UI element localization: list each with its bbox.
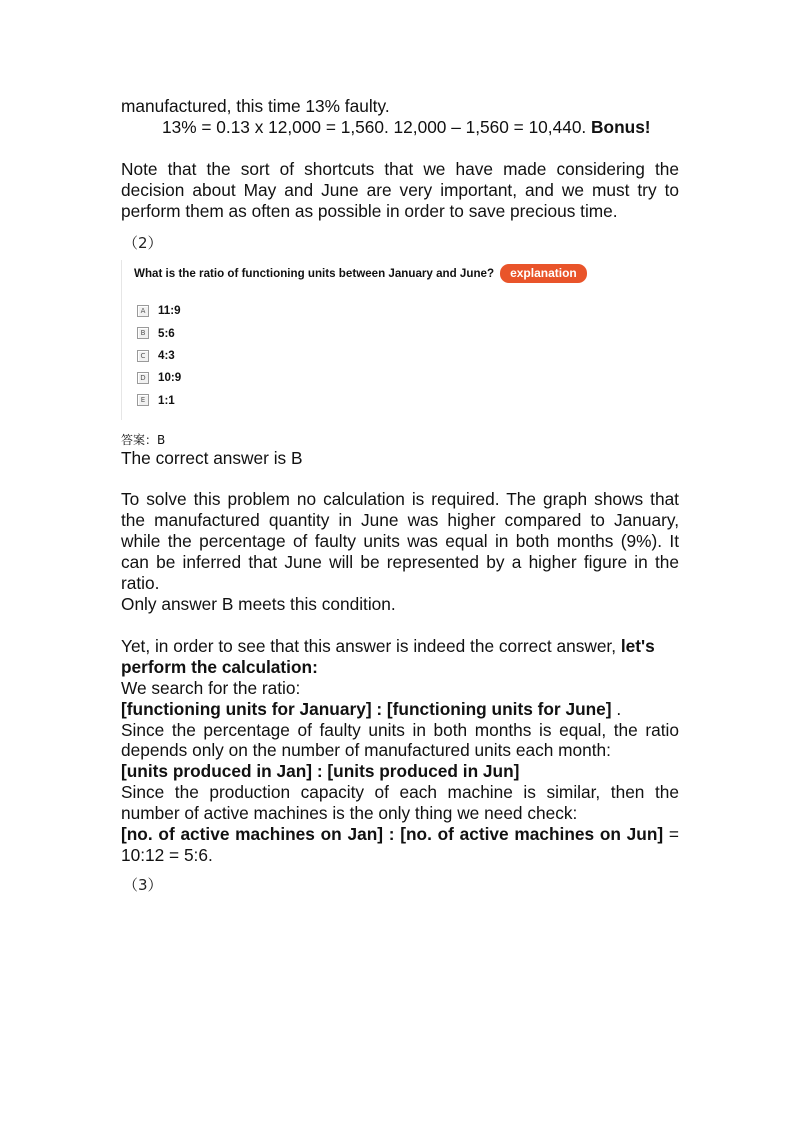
option-e[interactable] <box>137 389 181 411</box>
ratio-line-1 <box>121 699 679 720</box>
option-a[interactable] <box>137 300 181 322</box>
explanation-button[interactable]: explanation <box>500 264 587 283</box>
section-2-label: （2） <box>123 233 163 252</box>
explanation-para-1: To solve this problem no calculation is required. The graph shows that the manufactured quantity in June was higher compared to January, while the percentage of faulty units was equal in both months (9%). It can be inferred that June will be represented by a higher figure in the ratio. <box>121 489 679 594</box>
intro-line-2 <box>121 117 679 138</box>
answer-label-cn: 答案：B <box>121 432 166 447</box>
option-e-icon: E <box>137 394 149 406</box>
ratio-1-bold: [functioning units for January] : [functioning units for June] <box>121 698 612 719</box>
option-d-icon: D <box>137 372 149 384</box>
ratio-1-tail: . <box>611 698 622 719</box>
document-page <box>121 96 679 894</box>
explanation-para-2: Only answer B meets this condition. <box>121 593 396 614</box>
question-screenshot <box>121 260 602 420</box>
option-d[interactable] <box>137 367 181 389</box>
option-e-text: 1:1 <box>158 393 175 407</box>
question-row <box>134 264 587 283</box>
option-d-text: 10:9 <box>158 371 182 385</box>
option-c-icon: C <box>137 350 149 362</box>
option-b-icon: B <box>137 327 149 339</box>
ratio-line-2 <box>121 761 679 782</box>
ratio-line-3 <box>121 824 679 866</box>
search-line: We search for the ratio: <box>121 677 301 698</box>
answer-options <box>137 300 181 412</box>
option-b[interactable] <box>137 322 181 344</box>
calc-text: 13% = 0.13 x 12,000 = 1,560. 12,000 – 1,560 = 10,440. <box>162 116 587 137</box>
section-3-label: （3） <box>123 875 163 894</box>
note-paragraph: Note that the sort of shortcuts that we have made considering the decision about May and June are very important, and we must try to perform them as often as possible in order to save precious time. <box>121 158 679 221</box>
ratio-3-bold: [no. of active machines on Jan] : [no. of active machines on Jun] <box>121 824 664 845</box>
since-para-2: Since the production capacity of each machine is similar, then the number of active machines is the only thing we need check: <box>121 782 679 824</box>
para3-bold: let's perform the calculation: <box>121 635 655 677</box>
bonus-text: Bonus! <box>591 116 651 137</box>
ratio-2-bold: [units produced in Jan] : [units produced in Jun] <box>121 761 520 782</box>
intro-line-1: manufactured, this time 13% faulty. <box>121 96 390 116</box>
ratio-3-tail: = 10:12 = 5:6. <box>121 824 679 865</box>
option-a-text: 11:9 <box>158 304 181 318</box>
explanation-para-3 <box>121 636 679 678</box>
para3-text: Yet, in order to see that this answer is indeed the correct answer, <box>121 635 617 656</box>
option-c-text: 4:3 <box>158 349 175 362</box>
since-para-1: Since the percentage of faulty units in both months is equal, the ratio depends only on the number of manufactured units each month: <box>121 719 679 761</box>
option-c[interactable] <box>137 344 181 366</box>
question-text: What is the ratio of functioning units between January and June? <box>134 266 495 280</box>
option-b-text: 5:6 <box>158 326 175 340</box>
answer-label-en: The correct answer is B <box>121 447 303 468</box>
option-a-icon: A <box>137 305 149 317</box>
